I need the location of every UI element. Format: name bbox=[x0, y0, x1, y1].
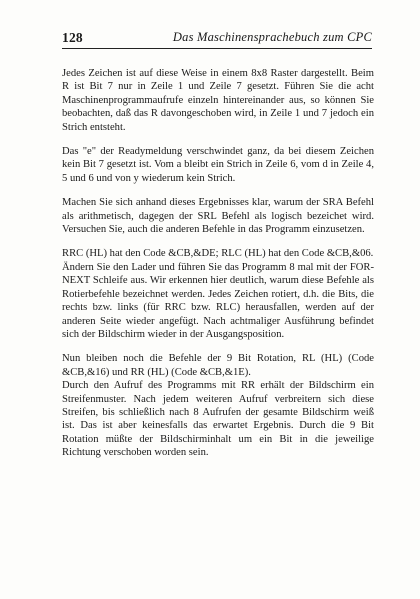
paragraph-gap bbox=[62, 341, 374, 352]
paragraph: RRC (HL) hat den Code &CB,&DE; RLC (HL) hat den Code &CB,&06. bbox=[62, 248, 374, 260]
page-header bbox=[62, 28, 372, 49]
paragraph: Machen Sie sich anhand dieses Ergebnisses klar, warum der SRA Befehl als arithmetisch, dagegen der SRL Befehl als logisch bezeichet wird. Versuchen Sie, auch die anderen Befehle in das Programm einzusetzen. bbox=[62, 197, 374, 236]
paragraph-gap bbox=[62, 134, 374, 145]
paragraph: Das "e" der Readymeldung verschwindet ganz, da bei diesem Zeichen kein Bit 7 gesetzt ist. Vom a bleibt ein Strich in Zeile 6, vom d in Zeile 4, 5 und 6 und von y wiederum kein Strich. bbox=[62, 146, 374, 184]
paragraph: Ändern Sie den Lader und führen Sie das Programm 8 mal mit der FOR-NEXT Schleife aus. Wir erkennen hier deutlich, warum diese Befehle als Rotierbefehle bezeichnet werden. Jedes Zeichen rotiert, d.h. die Bits, die rechts bzw. links (für RRC bzw. RLC) herausfallen, werden auf der anderen Seite wieder angefügt. Nach achtmaliger Ausführung befindet sich der Bildschirm wieder in der Ausgangsposition. bbox=[62, 261, 374, 340]
page-number: 128 bbox=[62, 30, 83, 45]
running-title: Das Maschinensprachebuch zum CPC bbox=[172, 30, 372, 44]
paragraph: Durch den Aufruf des Programms mit RR erhält der Bildschirm ein Streifenmuster. Nach jedem weiteren Aufruf verbreitern sich diese Streifen, bis schließlich nach 8 Aufrufen der gesamte Bildschirm weiß ist. Das ist aber keinesfalls das erwartet Ergebnis. Durch die 9 Bit Rotation müßte der Bildschirminhalt um ein Bit in die jeweilige Richtung verschoben worden sein. bbox=[62, 380, 374, 459]
paragraph: Nun bleiben noch die Befehle der 9 Bit Rotation, RL (HL) (Code &CB,&16) und RR (HL) (Code &CB,&1E). bbox=[62, 353, 374, 378]
paragraph: Jedes Zeichen ist auf diese Weise in einem 8x8 Raster dargestellt. Beim R ist Bit 7 nur in Zeile 1 und Zeile 7 gesetzt. Führen Sie die acht Maschinenprogrammaufrufe einzeln hintereinander aus, so können Sie beobachten, daß das R davongeschoben wird, in Zeile 1 und 7 jedoch ein Strich entsteht. bbox=[62, 68, 374, 133]
body-text bbox=[62, 67, 374, 460]
paragraph-gap bbox=[62, 185, 374, 196]
paragraph-gap bbox=[62, 236, 374, 247]
